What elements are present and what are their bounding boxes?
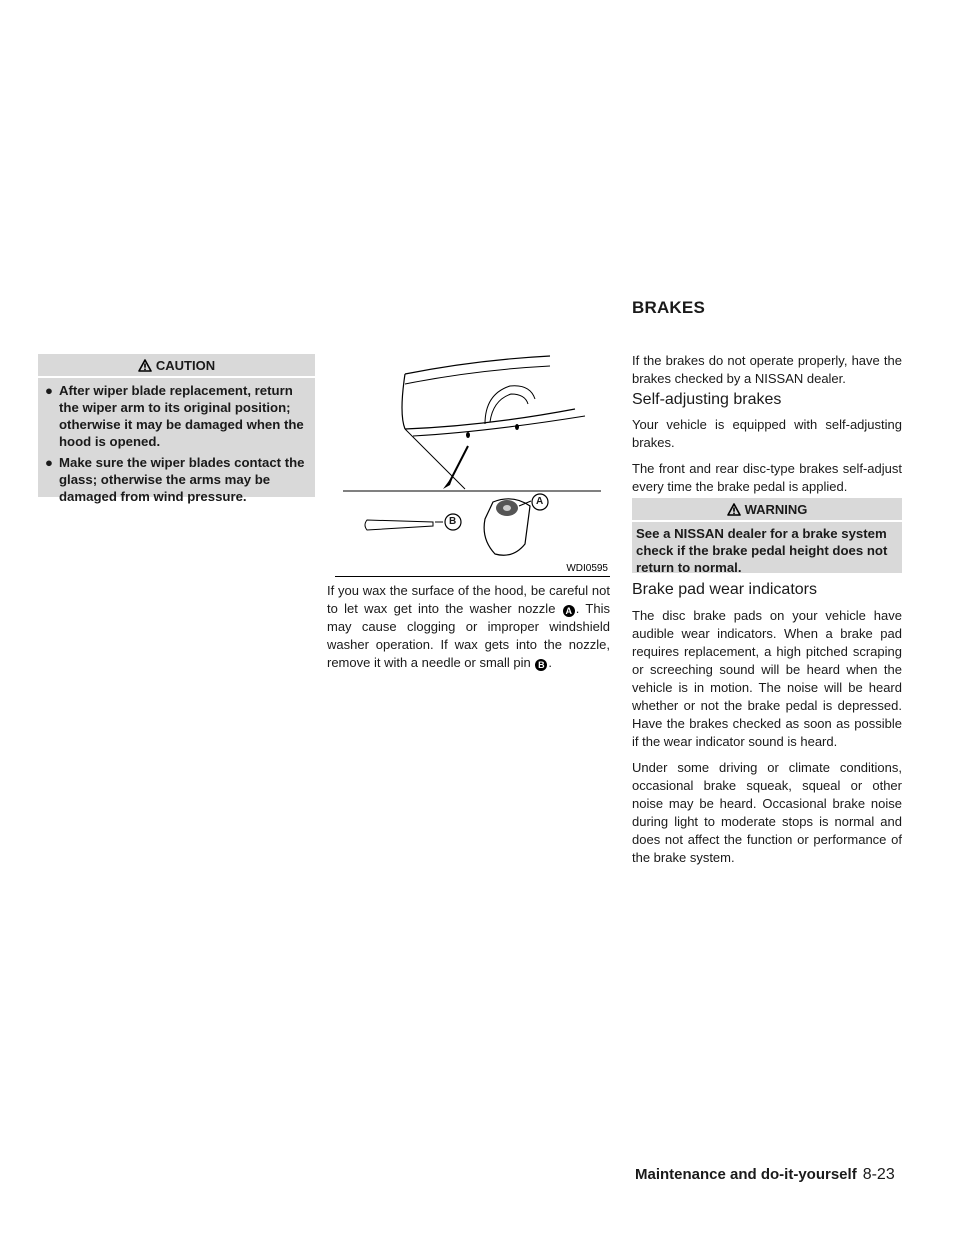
warning-header <box>632 498 902 520</box>
pad-wear-heading: Brake pad wear indicators <box>632 581 817 598</box>
washer-nozzle-illustration <box>335 354 610 576</box>
self-adjusting-p2: The front and rear disc-type brakes self-adjust every time the brake pedal is applied. <box>632 461 902 494</box>
bullet-icon: ● <box>45 455 53 470</box>
self-adjusting-p1: Your vehicle is equipped with self-adjusting brakes. <box>632 417 902 450</box>
figure-code: WDI0595 <box>566 563 608 574</box>
wax-text-part3: . <box>548 655 553 670</box>
caution-item-text: After wiper blade replacement, return the wiper arm to its original position; otherwise it may be damaged when the hood is opened. <box>59 383 304 449</box>
callout-label-a: A <box>536 496 544 507</box>
caution-item-text: Make sure the wiper blades contact the glass; otherwise the arms may be damaged from wind pressure. <box>59 455 305 504</box>
self-adjusting-heading: Self-adjusting brakes <box>632 391 782 408</box>
caution-item <box>45 454 309 505</box>
caution-header <box>38 354 315 376</box>
section-title: BRAKES <box>632 298 705 317</box>
pad-wear-p2: Under some driving or climate conditions, occasional brake squeak, squeal or other noise may be heard. Occasional brake noise during light to moderate stops is normal and does not affect the function or performance of the brake system. <box>632 760 902 865</box>
caution-item <box>45 382 309 450</box>
pad-wear-p1: The disc brake pads on your vehicle have audible wear indicators. When a brake pad requires replacement, a high pitched scraping or screeching sound will be heard when the vehicle is in motion. The noise will be heard whether or not the brake pedal is depressed. Have the brakes checked as soon as possible if the wear indicator sound is heard. <box>632 608 902 749</box>
caution-box <box>38 354 315 504</box>
warning-heading: WARNING <box>744 501 808 517</box>
bullet-icon: ● <box>45 383 53 398</box>
wax-text-part2: . This may cause clogging or improper windshield washer operation. If wax gets into the nozzle, remove it with a needle or small pin <box>327 601 610 670</box>
warning-box <box>632 498 902 573</box>
caution-heading: CAUTION <box>155 357 216 373</box>
warning-text: See a NISSAN dealer for a brake system check if the brake pedal height does not return to normal. <box>636 526 888 575</box>
footer-page-number: 8-23 <box>862 1166 895 1183</box>
page-footer <box>635 1166 895 1184</box>
callout-a-icon: A <box>563 605 575 617</box>
warning-triangle-icon <box>138 359 152 372</box>
callout-b-icon: B <box>535 659 547 671</box>
pad-wear-body <box>632 607 902 875</box>
self-adjusting-body <box>632 416 902 504</box>
callout-label-b: B <box>449 516 457 527</box>
warning-triangle-icon <box>727 503 741 516</box>
washer-nozzle-figure <box>335 354 610 577</box>
footer-chapter: Maintenance and do-it-yourself <box>635 1166 857 1183</box>
wax-instructions <box>327 582 610 680</box>
wax-text-part1: If you wax the surface of the hood, be careful not to let wax get into the washer nozzle <box>327 583 610 616</box>
brakes-intro-text: If the brakes do not operate properly, have the brakes checked by a NISSAN dealer. <box>632 353 902 386</box>
